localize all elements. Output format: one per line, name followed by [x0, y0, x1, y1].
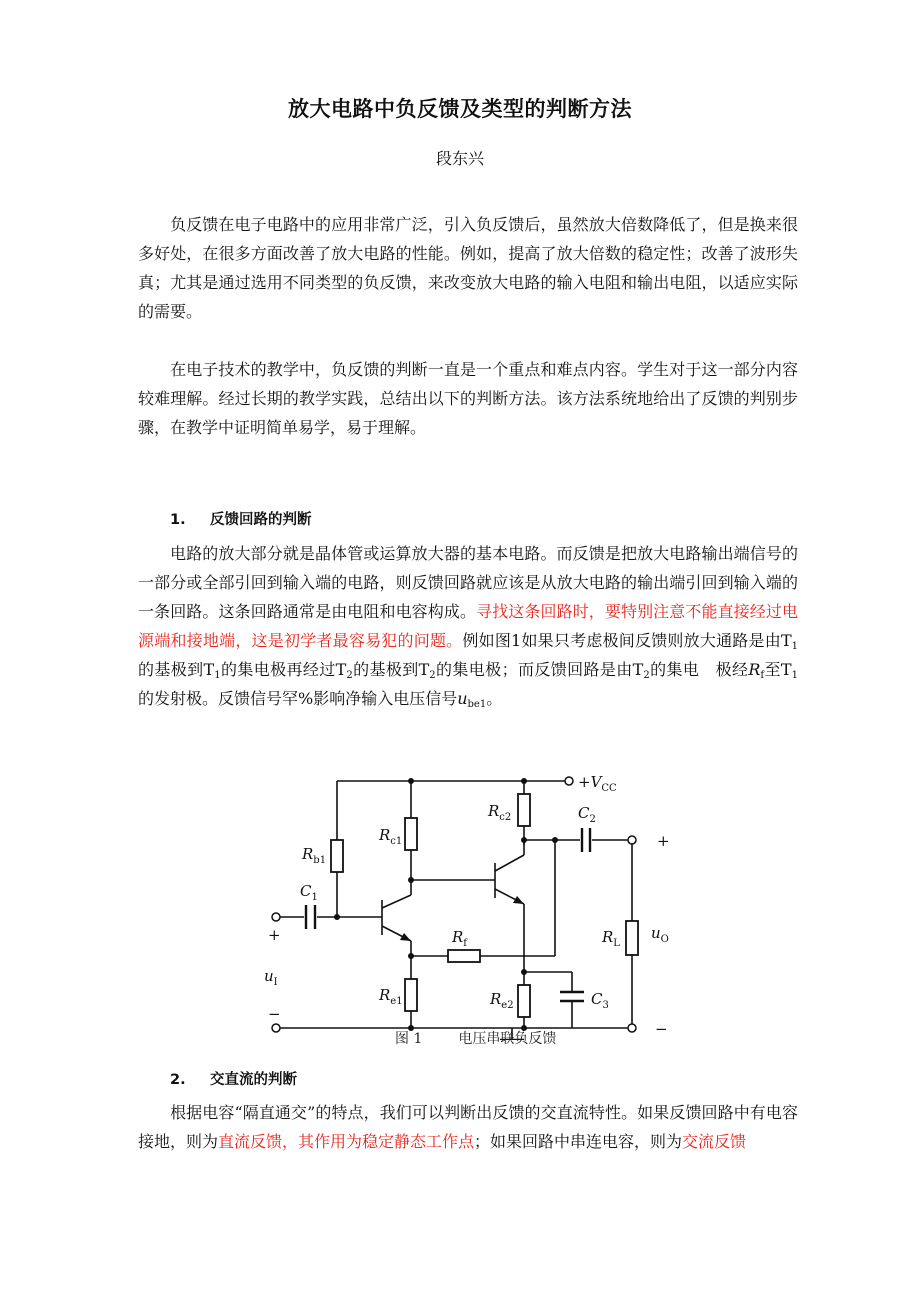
- label-vcc: $+V_{CC}$: [578, 773, 617, 794]
- resistor-rl: [626, 921, 638, 955]
- label-re1: $R_{e1}$: [379, 986, 403, 1007]
- label-rf: $R_f$: [452, 928, 467, 949]
- section-1-heading: 1. 反馈回路的判断: [170, 512, 312, 528]
- resistor-rc2-top: [518, 794, 530, 826]
- label-rb1: $R_{b1}$: [302, 845, 327, 866]
- capacitor-plates: [306, 828, 590, 1040]
- label-c1: $C_1$: [300, 882, 318, 903]
- resistor-rc1: [405, 818, 417, 850]
- resistor-rb1: [331, 840, 343, 872]
- resistor-rf: [448, 950, 480, 962]
- dc-feedback-text: 直流反馈，其作用为稳定静态工作点: [218, 1132, 475, 1151]
- section-1-paragraph: 电路的放大部分就是晶体管或运算放大器的基本电路。而反馈是把放大电路输出端信号的一部分或全部引回到输入端的电路，则反馈回路就应该是从放大电路的输出端引回到输入端的一条回路。这条回路通常是由电阻和电容构成。寻找这条回路时，要特别注意不能直接经过电源端和接地端，这是初学者最容易犯的问题。例如图1如果只考虑极间反馈则放大通路是由$T_1$的基极到$T_1$的集电极再经过$T_2$的基极到$T_2$的集电极；而反馈回路是由$T_2$的集电 极经$R_f$至$T_1$的发射极。反馈信号罕%影响净输入电压信号$u_{be1}$。: [138, 544, 798, 710]
- figure-caption: 图 1 电压串联负反馈: [395, 1031, 557, 1047]
- document-title: 放大电路中负反馈及类型的判断方法: [288, 97, 632, 121]
- section-2-paragraph: 根据电容“隔直通交”的特点，我们可以判断出反馈的交直流特性。如果反馈回路中有电容接地，则为直流反馈，其作用为稳定静态工作点；如果回路中串连电容，则为交流反馈: [138, 1103, 798, 1151]
- label-c2: $C_2$: [578, 804, 596, 825]
- warning-text: 寻找这条回路时，要特别注意不能直接经过电源端和接地端，这是初学者最容易犯的问题。: [138, 602, 798, 650]
- author-name: 段东兴: [435, 149, 484, 168]
- circuit-diagram: [262, 770, 682, 1044]
- circuit-labels: [264, 773, 670, 1038]
- section-2-heading: 2. 交直流的判断: [170, 1072, 297, 1088]
- label-plus-in: +: [268, 926, 281, 944]
- label-c3: $C_3$: [591, 990, 609, 1011]
- intro-paragraph-2: 在电子技术的教学中，负反馈的判断一直是一个重点和难点内容。学生对于这一部分内容较难理解。经过长期的教学实践，总结出以下的判断方法。该方法系统地给出了反馈的判别步骤，在教学中证明简单易学，易于理解。: [138, 360, 798, 437]
- resistor-re1: [405, 979, 417, 1011]
- label-ui: $u_I$: [264, 967, 278, 988]
- intro-paragraph-1: 负反馈在电子电路中的应用非常广泛，引入负反馈后，虽然放大倍数降低了，但是换来很多好处，在很多方面改善了放大电路的性能。例如，提高了放大倍数的稳定性；改善了波形失真；尤其是通过选用不同类型的负反馈，来改变放大电路的输入电阻和输出电阻，以适应实际的需要。: [138, 215, 798, 321]
- resistor-re2: [518, 985, 530, 1017]
- resistors: [331, 794, 638, 1017]
- ac-feedback-text: 交流反馈: [682, 1132, 747, 1151]
- circuit-svg: [262, 770, 682, 1040]
- label-minus-out: −: [655, 1020, 668, 1038]
- label-re2: $R_{e2}$: [490, 990, 514, 1011]
- label-plus-out: +: [657, 832, 670, 850]
- label-minus-in: −: [268, 1005, 281, 1023]
- label-rc1: $R_{c1}$: [379, 826, 403, 847]
- label-rl: $R_L$: [602, 928, 620, 949]
- label-uo: $u_O$: [651, 924, 669, 945]
- label-rc2-top: $R_{c2}$: [488, 802, 512, 823]
